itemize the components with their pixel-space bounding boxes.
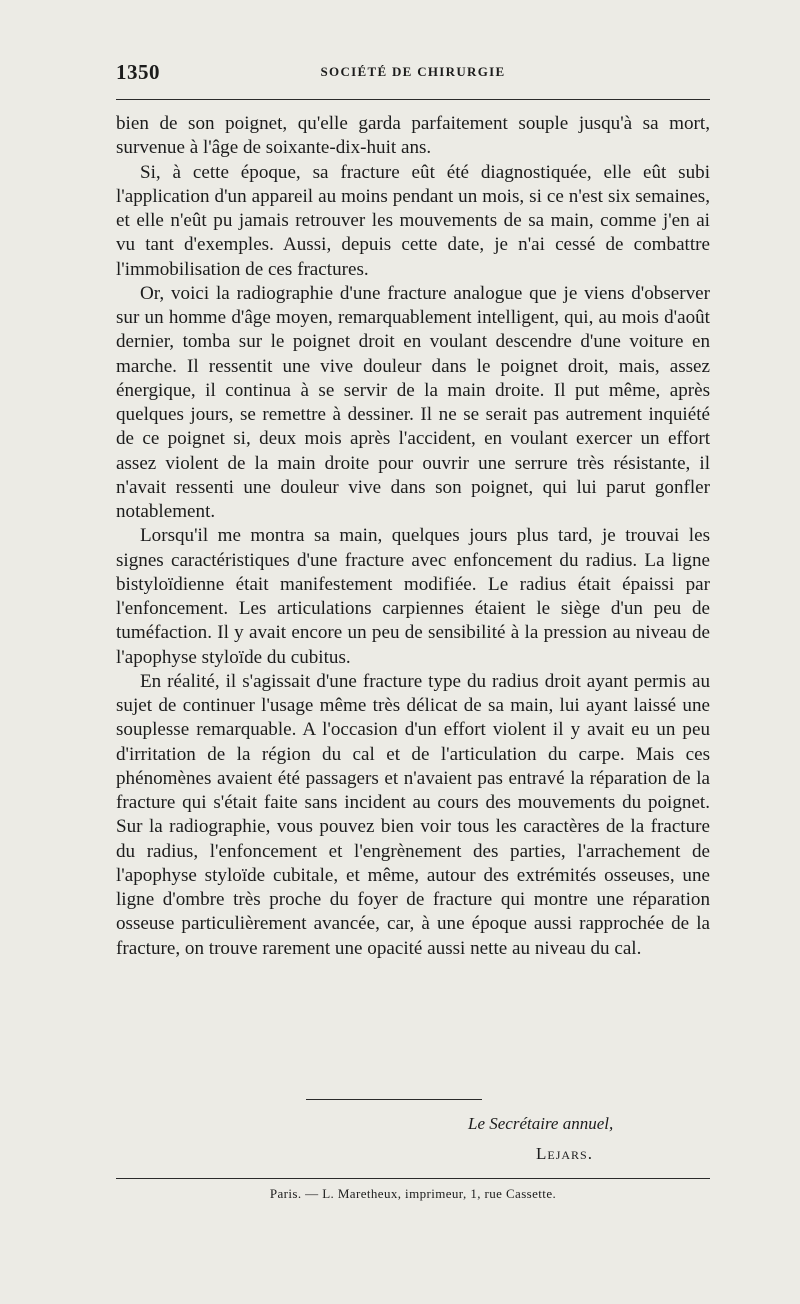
- body-text: [116, 112, 710, 961]
- paragraph-4: Lorsqu'il me montra sa main, quelques jours plus tard, je trouvai les signes caractéristiques d'une fracture avec enfoncement du radius. La ligne bistyloïdienne était manifestement modifiée. Le radius était épaissi par l'enfoncement. Les articulations carpiennes étaient le siège d'un peu de tuméfaction. Il y avait encore un peu de sensibilité à la pression au niveau de l'apophyse styloïde du cubitus.: [116, 525, 710, 668]
- printer-imprint: Paris. — L. Maretheux, imprimeur, 1, rue Cassette.: [269, 1186, 557, 1201]
- paragraph-3: Or, voici la radiographie d'une fracture analogue que je viens d'observer sur un homme d'âge moyen, remarquablement intelligent, qui, au mois d'août dernier, tomba sur le poignet droit en voulant descendre d'une voiture en marche. Il ressentit une vive douleur dans le poignet droit, mais, assez énergique, il continua à se servir de la main droite. Il put même, après quelques jours, se remettre à dessiner. Il ne se serait pas autrement inquiété de ce poignet si, deux mois après l'accident, en voulant exercer un effort assez violent de la main droite pour ouvrir une serrure très résistante, il n'avait ressenti une douleur vive dans son poignet, qui lui parut gonfler notablement.: [116, 282, 710, 522]
- running-head: SOCIÉTÉ DE CHIRURGIE: [320, 64, 506, 79]
- paragraph-1: bien de son poignet, qu'elle garda parfaitement souple jusqu'à sa mort, survenue à l'âge de soixante-dix-huit ans.: [116, 113, 710, 159]
- section-divider: [306, 1099, 482, 1100]
- page-header: [116, 58, 710, 88]
- page-number: 1350: [116, 60, 160, 84]
- header-rule: [116, 99, 710, 100]
- signature-title: Le Secrétaire annuel,: [468, 1114, 614, 1133]
- paragraph-2: Si, à cette époque, sa fracture eût été diagnostiquée, elle eût subi l'application d'un appareil au moins pendant un mois, si ce n'est six semaines, et elle n'eût pu jamais retrouver les mouvements de sa main, comme j'en ai vu tant d'exemples. Aussi, depuis cette date, je n'ai cessé de combattre l'immobilisation de ces fractures.: [116, 161, 710, 280]
- footer-rule: [116, 1178, 710, 1179]
- signature-name: Lejars.: [536, 1144, 593, 1163]
- paragraph-5: En réalité, il s'agissait d'une fracture type du radius droit ayant permis au sujet de continuer l'usage même très délicat de sa main, lui ayant laissé une souplesse remarquable. A l'occasion d'un effort violent il y avait eu un peu d'irritation de la région du cal et de l'articulation du carpe. Mais ces phénomènes avaient été passagers et n'avaient pas entravé la réparation de la fracture qui s'était faite sans incident au cours des mouvements du poignet. Sur la radiographie, vous pouvez bien voir tous les caractères de la fracture du radius, l'enfoncement et l'engrènement des parties, l'arrachement de l'apophyse styloïde cubitale, et même, autour des extrémités osseuses, une ligne d'ombre très proche du foyer de fracture qui montre une réparation osseuse particulièrement avancée, car, à une époque aussi rapprochée de la fracture, on trouve rarement une opacité aussi nette au niveau du cal.: [116, 670, 710, 959]
